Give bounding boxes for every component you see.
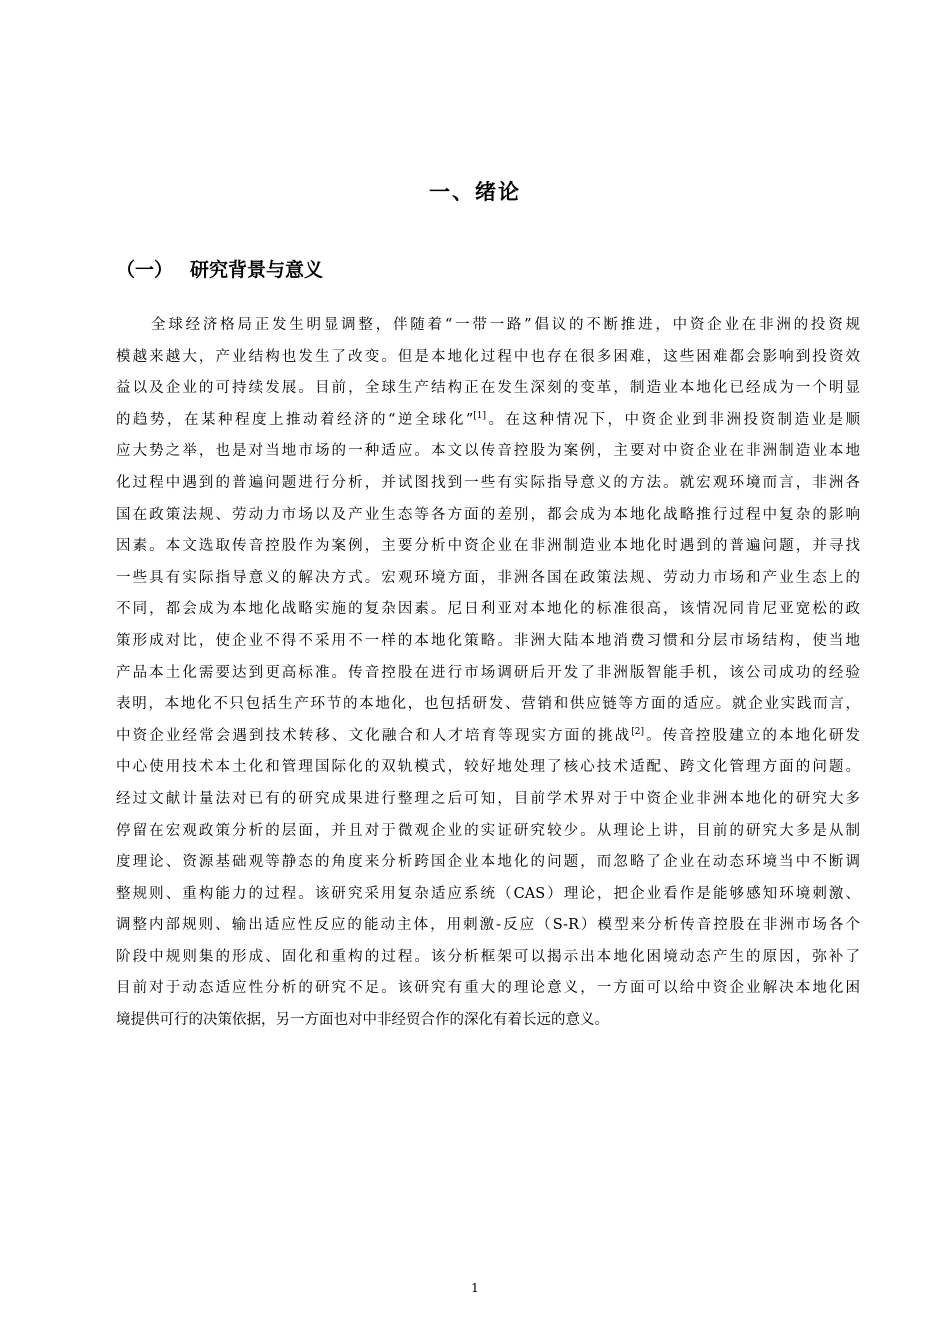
section-number: （一） [116,259,174,281]
paragraph-line [116,784,860,816]
line-text: 度理论、资源基础观等静态的角度来分析跨国企业本地化的问题，而忽略了企业在动态环境当中不断调 [116,854,860,871]
paragraph-line [116,468,860,500]
line-text: 阶段中规则集的形成、固化和重构的过程。该分析框架可以揭示出本地化困境动态产生的原因，弥补了 [116,948,860,965]
line-text: 产品本土化需要达到更高标准。传音控股在进行市场调研后开发了非洲版智能手机，该公司成功的经验 [116,664,860,681]
paragraph-line [116,847,860,879]
line-text: 境提供可行的决策依据，另一方面也对中非经贸合作的深化有着长远的意义。 [116,1012,609,1029]
page-number: 1 [471,1281,479,1295]
line-text: 调整内部规则、输出适应性反应的能动主体，用刺激-反应（S-R）模型来分析传音控股在非洲市场各个 [116,917,860,934]
paragraph-line [116,973,860,1005]
section-heading [116,255,323,285]
line-text: 停留在宏观政策分析的层面，并且对于微观企业的实证研究较少。从理论上讲，目前的研究大多是从制 [116,822,860,839]
paragraph-line [116,721,860,753]
paragraph-line [116,626,860,658]
section-title: 研究背景与意义 [190,259,324,281]
line-text: 益以及企业的可持续发展。目前，全球生产结构正在发生深刻的变革，制造业本地化已经成为一个明显 [116,380,860,397]
line-text: 中心使用技术本土化和管理国际化的双轨模式，较好地处理了核心技术适配、跨文化管理方面的问题。 [116,759,860,776]
paragraph-line [116,816,860,848]
paragraph-line [116,752,860,784]
paragraph-line [116,500,860,532]
line-text: 一些具有实际指导意义的解决方式。宏观环境方面，非洲各国在政策法规、劳动力市场和产业生态上的 [116,569,860,586]
paragraph-line [116,436,860,468]
paragraph-line [116,531,860,563]
line-text: 化过程中遇到的普遍问题进行分析，并试图找到一些有实际指导意义的方法。就宏观环境而言，非洲各 [116,474,860,491]
paragraph-line [116,310,860,342]
paragraph-line [116,658,860,690]
line-text: 经过文献计量法对已有的研究成果进行整理之后可知，目前学术界对于中资企业非洲本地化的研究大多 [116,790,860,807]
paragraph-line [116,942,860,974]
body-paragraph [116,310,860,1037]
line-text: 模越来越大，产业结构也发生了改变。但是本地化过程中也存在很多困难，这些困难都会影响到投资效 [116,348,860,365]
line-text: 因素。本文选取传音控股作为案例，主要分析中资企业在非洲制造业本地化时遇到的普遍问题，并寻找 [116,538,860,555]
line-text: 表明，本地化不只包括生产环节的本地化，也包括研发、营销和供应链等方面的适应。就企业实践而言， [116,696,860,713]
paragraph-line [116,1005,860,1037]
citation-marker: [1] [473,410,487,421]
line-text-continued: 。在这种情况下，中资企业到非洲投资制造业是顺 [486,411,861,428]
paragraph-line [116,342,860,374]
line-text: 中资企业经常会遇到技术转移、文化融合和人才培育等现实方面的挑战 [116,727,632,744]
paragraph-line [116,405,860,437]
paragraph-line [116,373,860,405]
citation-marker: [2] [631,726,644,737]
chapter-title: 一、绪论 [429,180,521,204]
line-text: 的趋势，在某种程度上推动着经济的“逆全球化” [116,411,474,428]
line-text: 全球经济格局正发生明显调整，伴随着“一带一路”倡议的不断推进，中资企业在非洲的投资规 [151,317,860,333]
paragraph-line [116,689,860,721]
line-text: 应大势之举，也是对当地市场的一种适应。本文以传音控股为案例，主要对中资企业在非洲制造业本地 [116,443,860,460]
paragraph-line [116,910,860,942]
line-text: 目前对于动态适应性分析的研究不足。该研究有重大的理论意义，一方面可以给中资企业解决本地化困 [116,980,860,997]
line-text-continued: 。传音控股建立的本地化研发 [643,727,861,744]
line-text: 国在政策法规、劳动力市场以及产业生态等各方面的差别，都会成为本地化战略推行过程中复杂的影响 [116,506,860,523]
line-text: 整规则、重构能力的过程。该研究采用复杂适应系统（CAS）理论，把企业看作是能够感知环境刺激、 [116,885,860,902]
line-text: 策形成对比，使企业不得不采用不一样的本地化策略。非洲大陆本地消费习惯和分层市场结构，使当地 [116,632,860,649]
line-text: 不同，都会成为本地化战略实施的复杂因素。尼日利亚对本地化的标准很高，该情况同肯尼亚宽松的政 [116,601,860,618]
paragraph-line [116,563,860,595]
paragraph-line [116,594,860,626]
paragraph-line [116,879,860,911]
